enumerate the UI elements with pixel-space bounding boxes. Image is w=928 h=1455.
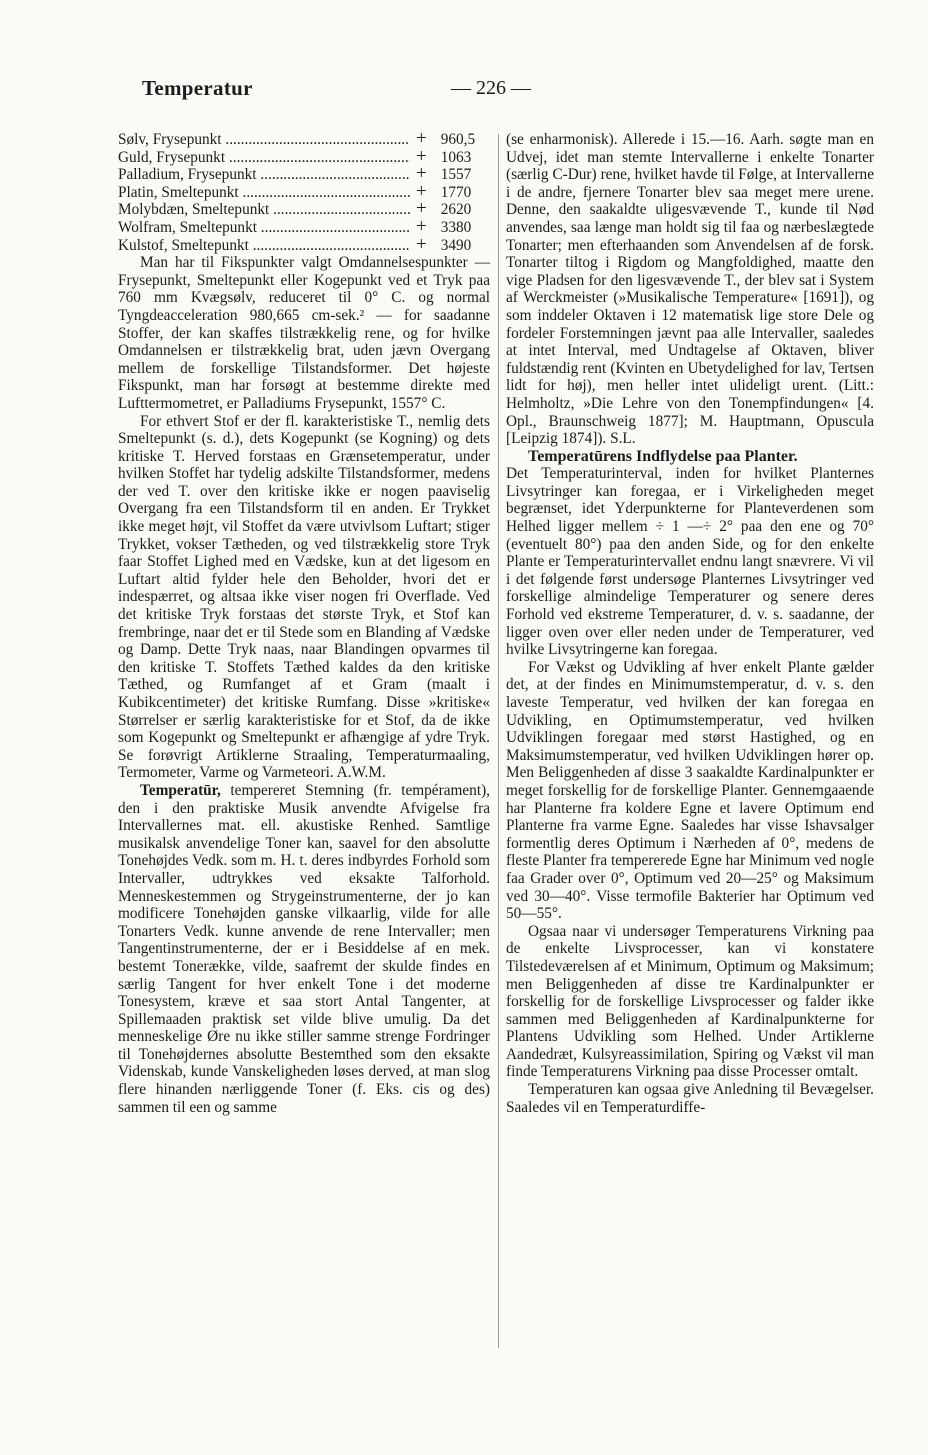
- entry-headword: Temperatūr,: [140, 781, 221, 799]
- page-header: [142, 76, 782, 104]
- table-row: Guld, Frysepunkt ..... + 1063: [118, 149, 490, 167]
- paragraph-movements: Temperaturen kan ogsaa give Anledning til Bevægelser. Saaledes vil en Temperaturdiffe-: [506, 1081, 874, 1116]
- table-row: Platin, Smeltepunkt ..... + 1770: [118, 184, 490, 202]
- running-title: Temperatur: [142, 76, 253, 100]
- fixed-points-table: [118, 128, 490, 255]
- entry-text: tempereret Stemning (fr. tempérament), den i den praktiske Musik anvendte Afvigelse fra Intervallernes mat. ell. akustiske Renhed. Samtlige musikalsk anvendelige Toner kan, saavel for den absolutte Tonehøjdes Vedk. som m. H. t. deres indbyrdes Forhold som Intervaller, udtrykkes ved eksakte Talforhold. Menneskestemmen og Strygeinstrumenterne, der jo kan modificere Tonehøjden ganske vilkaarlig, vilde for alle Tonarters Vedk. kunne anvende de rene Intervaller; men Tangentinstrumenterne, der er i Besiddelse af en mek. bestemt Tonerække, vilde, saafremt der skulde findes en særlig Tangent for hver enkelt Tone i det moderne Tonesystem, kræve et saa stort Antal Tangenter, at Spillemaaden praktisk set vilde blive umulig. Da det menneskelige Øre nu ikke stiller samme strenge Fordringer til Tonehøjdernes absolutte Bestemthed som den eksakte Videnskab, kunde Vanskeligheden løses derved, at man slog flere hinanden nærliggende Toner (f. Eks. cis og des) sammen til een og samme: [118, 781, 490, 1116]
- table-row: Molybdæn, Smeltepunkt ..... + 2620: [118, 201, 490, 219]
- paragraph-life-processes: Ogsaa naar vi undersøger Temperaturens Virkning paa de enkelte Livsprocesser, kan vi konstatere Tilstedeværelsen af et Minimum, Optimum og Maksimum; men Beliggenheden af disse tre Kardinalpunkter er forskellig for de forskellige Livsprocesser og falder ikke sammen med Beliggenheden af Kardinalpunkterne for Plantens Udvikling som Helhed. Under Artiklerne Aandedræt, Kulsyreassimilation, Spiring og Vækst vil man finde Temperaturens Virkning paa disse Processer omtalt.: [506, 922, 874, 1081]
- paragraph-continued-temperament: (se enharmonisk). Allerede i 15.—16. Aarh. søgte man en Udvej, idet man stemte Intervallerne i enkelte Tonarter (særlig C-Dur) rene, hvilket havde til Følge, at Intervallerne i de andre, fjernere Tonarter blev saa meget mere urene. Denne, den saakaldte uligesvævende T., kunde til Nød anvendes, saa længe man holdt sig til faa og nærbeslægtede Tonarter; men efterhaanden som Anvendelsen af de forsk. Tonarter tiltog i Rigdom og Mangfoldighed, maatte den vige Pladsen for den ligesvævende T., der blev sat i System af Werckmeister (»Musikalische Temperature« [1691]), og som inddeler Oktaven i 12 matematisk lige store Dele og fordeler Forstemningen jævnt paa alle Intervaller, saaledes at intet Interval, med Undtagelse af Oktaven, bliver fuldstændig rent (Kvinten en Ubetydelighed for lav, Tertsen lidt for høj), men heller intet ulideligt urent. (Litt.: Helmholtz, »Die Lehre von den Tonempfindungen« [4. Opl., Braunschweig 1877]; M. Hauptmann, Opuscula [Leipzig 1874]). S.L.: [506, 131, 874, 448]
- entry-temperament: [118, 782, 490, 1116]
- table-row: Kulstof, Smeltepunkt ..... + 3490: [118, 237, 490, 255]
- paragraph-fixpoints: Man har til Fikspunkter valgt Omdannelsespunkter — Frysepunkt, Smeltepunkt eller Kogepunkt ved et Tryk paa 760 mm Kvægsølv, reduceret til 0° C. og normal Tyngdeacceleration 980,665 cm-sek.² — for saadanne Stoffer, der kan skaffes tilstrækkelig rene, og for hvilke Omdannelsen er tilstrækkelig brat, uden jævn Overgang mellem de forskellige Tilstandsformer. Det højeste Fikspunkt, man har forsøgt at bestemme direkte med Lufttermometret, er Palladiums Frysepunkt, 1557° C.: [118, 254, 490, 412]
- table-row: Sølv, Frysepunkt ..... + 960,5: [118, 131, 490, 149]
- paragraph-critical-temperature: For ethvert Stof er der fl. karakteristiske T., nemlig dets Smeltepunkt (s. d.), dets Kogepunkt (se Kogning) og dets kritiske T. Herved forstaas en Grænsetemperatur, under hvilken Stoffet har tydelig adskilte Tilstandsformer, medens der ved T. over den kritiske ikke er nogen paaviselig Overgang fra een Tilstandsform til en anden. Er Trykket ikke meget højt, vil Stoffet da være utvivlsom Luftart; stiger Trykket, vokser Tætheden, og ved tilstrækkelig store Tryk faar Stoffet Lighed med en Vædske, kun at det ligesom en Luftart altid fylder hele den Beholder, hvori det er indespærret, og altsaa ikke viser nogen fri Overflade. Ved det kritiske Tryk forstaas det største Tryk, et Stof kan frembringe, naar det er til Stede som en Blanding af Vædske og Damp. Dette Tryk naas, naar Blandingen opvarmes til den kritiske T. Stoffets Tæthed kaldes da den kritiske Tæthed, og Rumfanget af et Gram (maalt i Kubikcentimeter) det kritiske Rumfang. Disse »kritiske« Størrelser er særlig karakteristiske for et Stof, da de ikke som Kogepunkt og Smeltepunkt er afhængige af ydre Tryk. Se forøvrigt Artiklerne Straaling, Temperaturmaaling, Termometer, Varme og Varmeteori. A.W.M.: [118, 412, 490, 782]
- table-row: Palladium, Frysepunkt ..... + 1557: [118, 166, 490, 184]
- right-column: [506, 131, 874, 1116]
- left-column: [118, 128, 490, 1116]
- section-heading-plants: Temperatūrens Indflydelse paa Planter.: [528, 447, 798, 465]
- paragraph-cardinal-points: For Vækst og Udvikling af hver enkelt Plante gælder det, at der findes en Minimumstemperatur, d. v. s. den laveste Temperatur, ved hvilken der kan foregaa en Udvikling, en Optimumstemperatur, ved hvilken Udviklingen foregaar med størst Hastighed, og en Maksimumstemperatur, ved hvilken Udviklingen hører op. Men Beliggenheden af disse 3 saakaldte Kardinalpunkter er meget forskellig for de forskellige Planter. Gennemgaaende har Planterne fra koldere Egne et lavere Optimum end Planterne fra varme Egne. Saaledes har visse Ishavsalger formentlig deres Optimum i Nærheden af 0°, medens de fleste Planter fra tempererede Egne har Minimum ved nogle faa Grader over 0°, Optimum ved 20—25° og Maksimum ved 30—40°. Visse termofile Bakterier har Optimum ved 50—55°.: [506, 658, 874, 923]
- paragraph-plant-interval: Det Temperaturinterval, inden for hvilket Planternes Livsytringer kan foregaa, er i Virkeligheden meget begrænset, idet Yderpunkterne for Planteverdenen som Helhed ligger mellem ÷ 1 —÷ 2° paa den ene og 70° (eventuelt 80°) paa den anden Side, og for den enkelte Plante er Temperaturintervallet endnu langt snævrere. Vi vil i det følgende først undersøge Planternes Livsytringer ved forskellige almindelige Temperaturer og senere deres Forhold ved ekstreme Temperaturer, d. v. s. saadanne, der ligger oven over eller neden under de Temperaturer, ved hvilke Livsytringerne kan foregaa.: [506, 465, 874, 659]
- column-divider: [498, 134, 499, 1348]
- table-row: Wolfram, Smeltepunkt ..... + 3380: [118, 219, 490, 237]
- page-number: — 226 —: [451, 77, 531, 99]
